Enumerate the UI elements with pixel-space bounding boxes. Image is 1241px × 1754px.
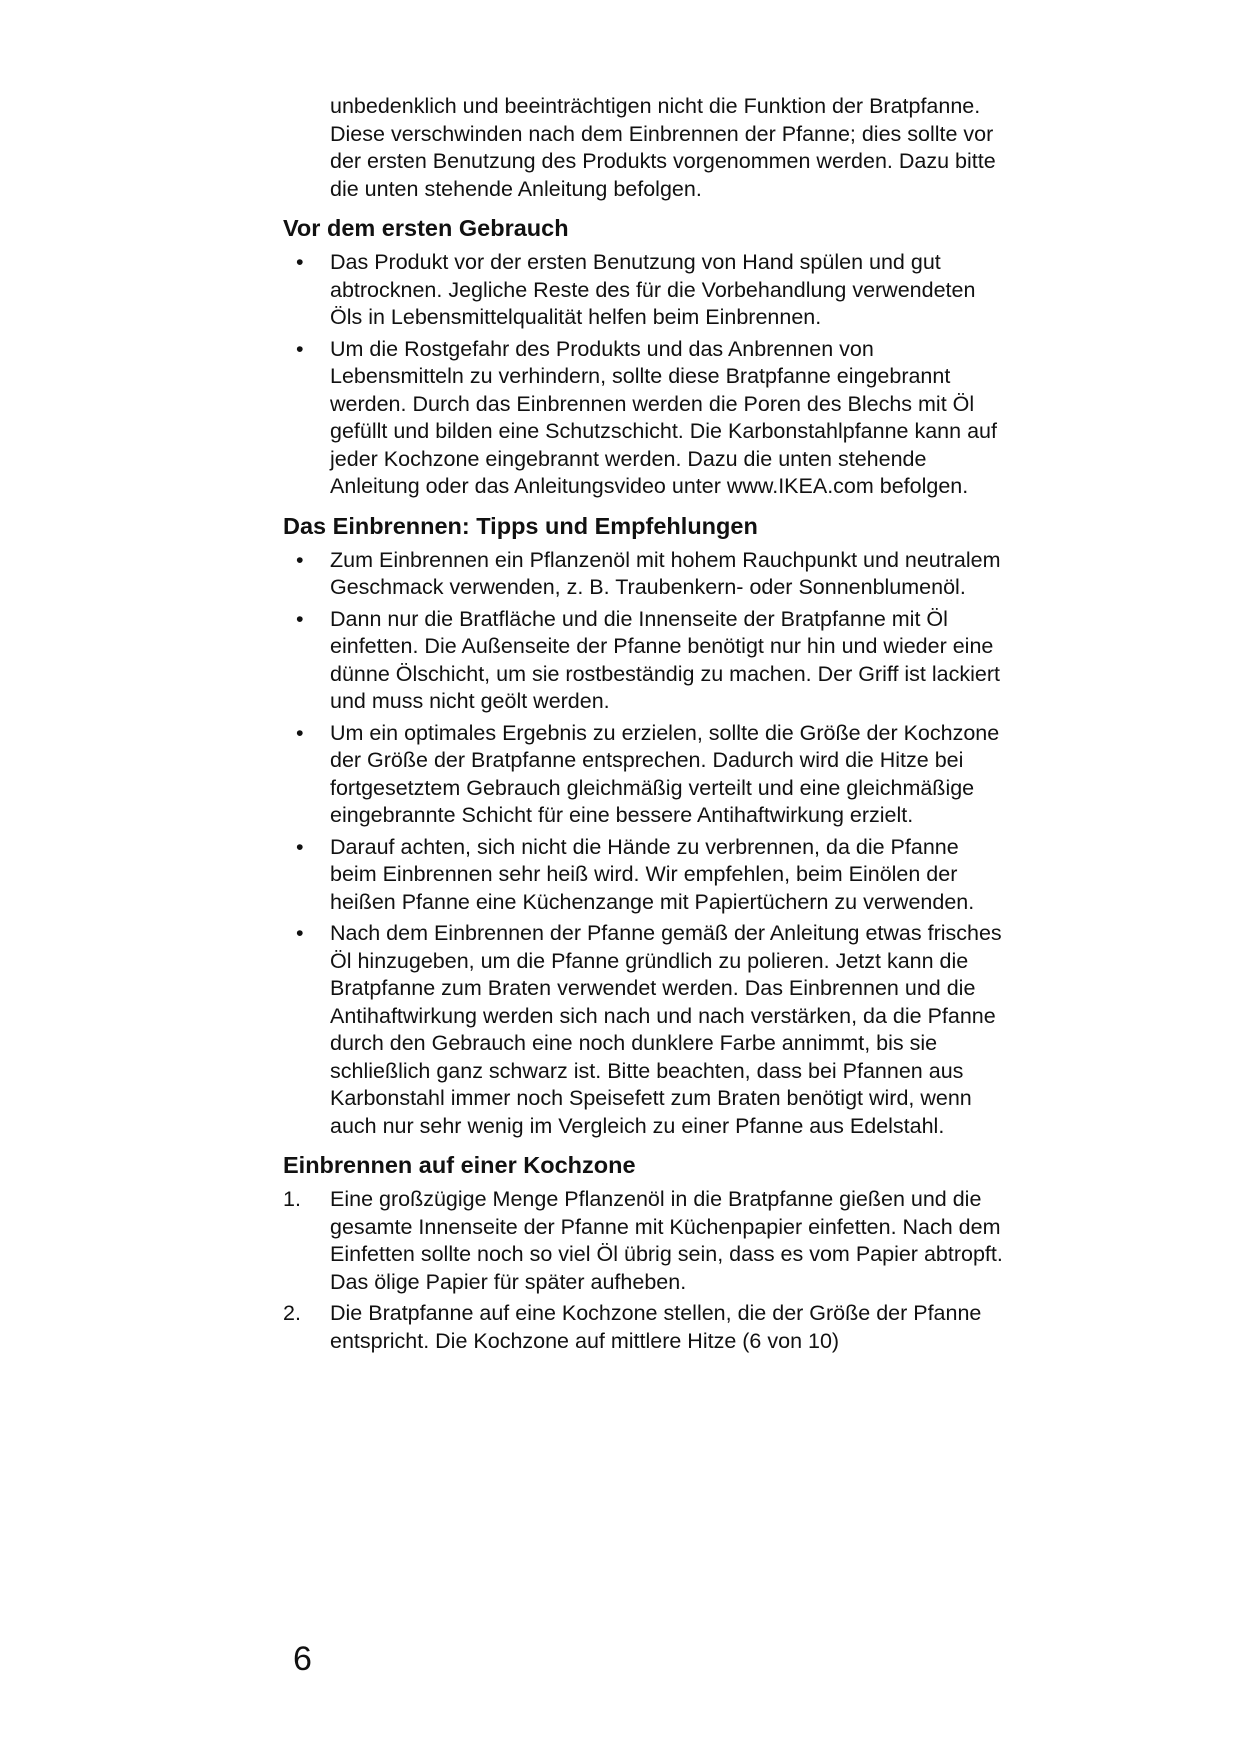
bullet-icon: • [296, 250, 304, 274]
bullet-icon: • [296, 336, 304, 361]
step-number: 2. [283, 1301, 301, 1325]
step-number: 1. [283, 1187, 301, 1211]
list-item-text: Dann nur die Bratfläche und die Innenseite der Bratpfanne mit Öl einfetten. Die Außenseite der Pfanne benötigt nur hin und wieder eine dünne Ölschicht, um sie rostbeständig zu machen. Der Griff ist lackiert und muss nicht geölt werden. [330, 606, 1000, 713]
list-item [283, 547, 1003, 602]
list-item [283, 834, 1003, 917]
bullet-icon: • [296, 606, 304, 631]
list-item-text: Das Produkt vor der ersten Benutzung von Hand spülen und gut abtrocknen. Jegliche Reste des für die Vorbehandlung verwendeten Öls in Lebensmittelqualität helfen beim Einbrennen. [330, 250, 976, 329]
numbered-list [283, 1186, 1003, 1355]
list-item-text: Zum Einbrennen ein Pflanzenöl mit hohem Rauchpunkt und neutralem Geschmack verwenden, z. B. Traubenkern- oder Sonnenblumenöl. [330, 547, 1001, 599]
list-item-text: Um die Rostgefahr des Produkts und das Anbrennen von Lebensmitteln zu verhindern, sollte diese Bratpfanne eingebrannt werden. Durch das Einbrennen werden die Poren des Blechs mit Öl gefüllt und bilden eine Schutzschicht. Die Karbonstahlpfanne kann auf jeder Kochzone eingebrannt werden. Dazu die unten stehende Anleitung oder das Anleitungsvideo unter www.IKEA.com befolgen. [330, 336, 997, 498]
list-item [283, 720, 1003, 830]
list-item [283, 249, 1003, 332]
section-heading: Einbrennen auf einer Kochzone [283, 1152, 636, 1178]
list-item [283, 1186, 1003, 1296]
list-item [283, 606, 1003, 716]
section-heading: Das Einbrennen: Tipps und Empfehlungen [283, 512, 758, 539]
list-item-text: Darauf achten, sich nicht die Hände zu verbrennen, da die Pfanne beim Einbrennen sehr heiß wird. Wir empfehlen, beim Einölen der heißen Pfanne eine Küchenzange mit Papiertüchern zu verwenden. [330, 834, 975, 914]
page-number: 6 [293, 1640, 312, 1678]
bullet-icon: • [296, 720, 304, 745]
bullet-icon: • [296, 834, 304, 859]
list-item [283, 1300, 1003, 1355]
list-item [283, 920, 1003, 1140]
list-item-text: Um ein optimales Ergebnis zu erzielen, sollte die Größe der Kochzone der Größe der Bratpfanne entsprechen. Dadurch wird die Hitze bei fortgesetztem Gebrauch gleichmäßig verteilt und eine gleichmäßige eingebrannte Schicht für eine bessere Antihaftwirkung erzielt. [330, 720, 1000, 827]
list-item-text: Eine großzügige Menge Pflanzenöl in die Bratpfanne gießen und die gesamte Innenseite der Pfanne mit Küchenpapier einfetten. Nach dem Einfetten sollte noch so viel Öl übrig sein, dass es vom Papier abtropft. Das ölige Papier für später aufheben. [330, 1187, 1003, 1294]
bullet-list [283, 547, 1003, 1141]
intro-paragraph: unbedenklich und beeinträchtigen nicht die Funktion der Bratpfanne. Diese verschwinden nach dem Einbrennen der Pfanne; dies sollte vor der ersten Benutzung des Produkts vorgenommen werden. Dazu bitte die unten stehende Anleitung befolgen. [330, 94, 996, 201]
document-page [283, 93, 1003, 1359]
bullet-list [283, 249, 1003, 501]
list-item-text: Nach dem Einbrennen der Pfanne gemäß der Anleitung etwas frisches Öl hinzugeben, um die Pfanne gründlich zu polieren. Jetzt kann die Bratpfanne zum Braten verwendet werden. Das Einbrennen und die Antihaftwirkung werden sich nach und nach verstärken, da die Pfanne durch den Gebrauch eine noch dunklere Farbe annimmt, bis sie schließlich ganz schwarz ist. Bitte beachten, dass bei Pfannen aus Karbonstahl immer noch Speisefett zum Braten benötigt wird, wenn auch nur sehr wenig im Vergleich zu einer Pfanne aus Edelstahl. [330, 921, 1002, 1138]
section-heading: Vor dem ersten Gebrauch [283, 215, 569, 241]
list-item [283, 336, 1003, 501]
bullet-icon: • [296, 921, 304, 945]
bullet-icon: • [296, 547, 304, 572]
list-item-text: Die Bratpfanne auf eine Kochzone stellen, die der Größe der Pfanne entspricht. Die Kochzone auf mittlere Hitze (6 von 10) [330, 1301, 982, 1353]
